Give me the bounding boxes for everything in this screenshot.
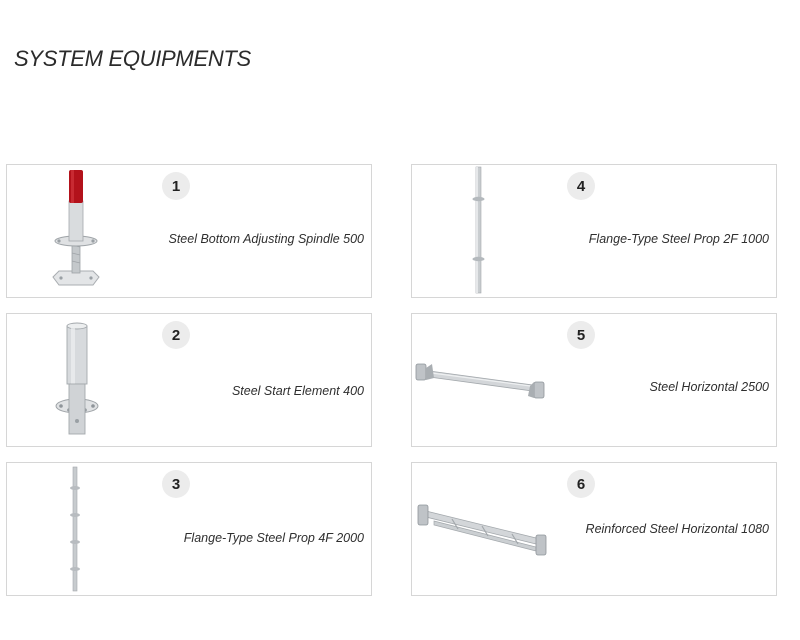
adjusting-spindle-image xyxy=(7,165,127,297)
equipment-card-4[interactable] xyxy=(411,164,777,298)
steel-prop-2f-image xyxy=(412,165,532,297)
item-number-badge: 3 xyxy=(162,470,190,498)
equipment-card-3[interactable] xyxy=(6,462,372,596)
equipment-card-5[interactable] xyxy=(411,313,777,447)
item-number-badge: 4 xyxy=(567,172,595,200)
start-element-image xyxy=(7,314,127,446)
item-label[interactable]: Flange-Type Steel Prop 4F 2000 xyxy=(183,531,364,545)
steel-prop-4f-image xyxy=(7,463,127,595)
equipment-card-6[interactable] xyxy=(411,462,777,596)
item-number-badge: 1 xyxy=(162,172,190,200)
reinforced-horizontal-image xyxy=(412,463,552,595)
item-label[interactable]: Steel Bottom Adjusting Spindle 500 xyxy=(168,232,364,246)
item-number-badge: 6 xyxy=(567,470,595,498)
equipment-card-2[interactable] xyxy=(6,313,372,447)
equipment-card-1[interactable] xyxy=(6,164,372,298)
page-title: SYSTEM EQUIPMENTS xyxy=(14,46,251,71)
item-label[interactable]: Steel Start Element 400 xyxy=(231,384,364,398)
item-label[interactable]: Reinforced Steel Horizontal 1080 xyxy=(585,522,769,536)
steel-horizontal-image xyxy=(412,314,552,446)
item-number-badge: 5 xyxy=(567,321,595,349)
item-label[interactable]: Flange-Type Steel Prop 2F 1000 xyxy=(588,232,769,246)
item-label[interactable]: Steel Horizontal 2500 xyxy=(649,380,769,394)
item-number-badge: 2 xyxy=(162,321,190,349)
